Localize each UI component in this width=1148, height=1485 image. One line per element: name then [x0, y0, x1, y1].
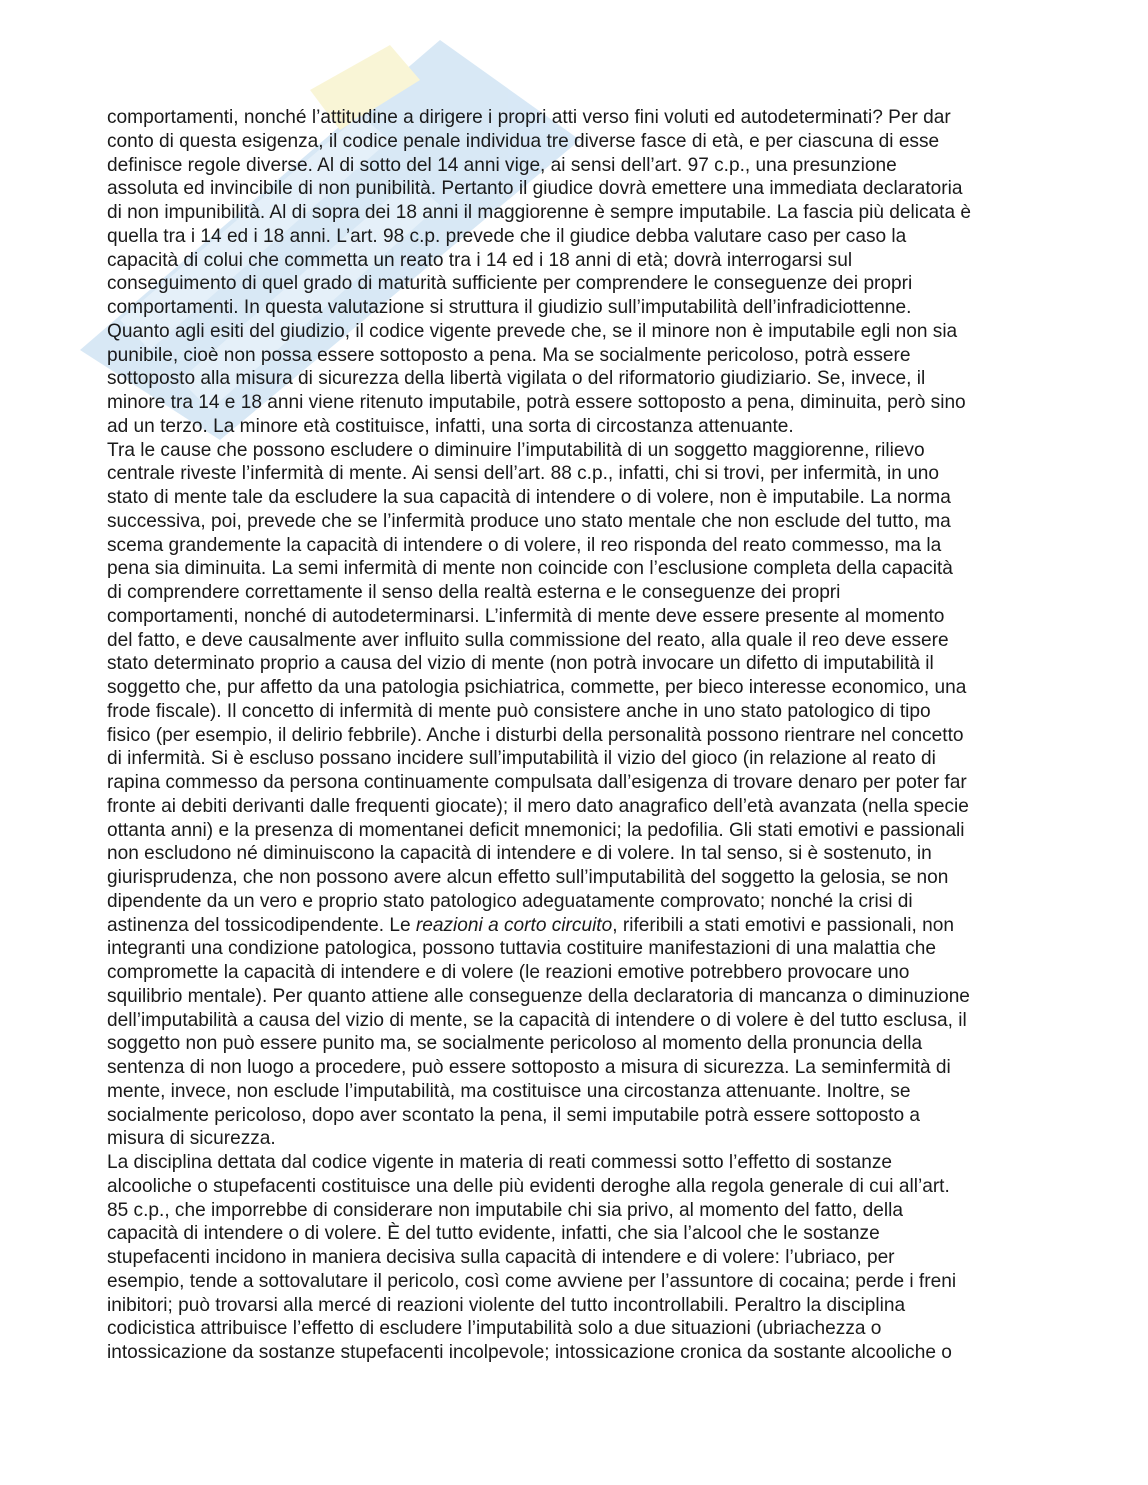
text-line-17: stato di mente tale da escludere la sua capacità di intendere o di volere, non è imputabile. La norma — [107, 487, 951, 508]
text-line-10: Quanto agli esiti del giudizio, il codice vigente prevede che, se il minore non è imputabile egli non sia — [107, 320, 958, 342]
text-line-49: stupefacenti incidono in maniera decisiva sulla capacità di intendere e di volere: l’ubriaco, per — [107, 1247, 895, 1268]
text-line-50: esempio, tende a sottovalutare il pericolo, così come avviene per l’assuntore di cocaina; perde i freni — [107, 1270, 957, 1292]
text-line-34: dipendente da un vero e proprio stato patologico adeguatamente comprovato; nonché la crisi di — [107, 890, 913, 912]
text-line-52: codicistica attribuisce l’effetto di escludere l’imputabilità solo a due situazioni (ubriachezza o — [107, 1318, 882, 1340]
text-line-21: di comprendere correttamente il senso della realtà esterna e le conseguenze dei propri — [107, 582, 841, 603]
text-line-38: squilibrio mentale). Per quanto attiene alle conseguenze della declaratoria di mancanza o diminuzione — [107, 985, 970, 1007]
text-line-51: inibitori; può trovarsi alla mercé di reazioni violente del tutto incontrollabili. Peraltro la disciplina — [107, 1294, 906, 1316]
text-line-29: rapina commesso da persona continuamente compulsata dall’esigenza di trovare denaro per poter far — [107, 772, 967, 793]
text-line-1: comportamenti, nonché l’attitudine a dirigere i propri atti verso fini voluti ed autodeterminati? Per dar — [107, 107, 951, 128]
text-line-7: capacità di colui che commetta un reato tra i 14 ed i 18 anni di età; dovrà interrogarsi sul — [107, 249, 853, 271]
text-line-27: fisico (per esempio, il delirio febbrile). Anche i disturbi della personalità possono rientrare nel concetto — [107, 724, 964, 746]
text-line-22: comportamenti, nonché di autodeterminarsi. L’infermità di mente deve essere presente al momento — [107, 605, 945, 627]
text-line-39: dell’imputabilità a causa del vizio di mente, se la capacità di intendere o di volere è del tutto esclusa, il — [107, 1009, 967, 1031]
document-page — [107, 106, 1047, 1365]
text-line-26: frode fiscale). Il concetto di infermità di mente può consistere anche in uno stato patologico di tipo — [107, 700, 931, 722]
text-line-35-end: , riferibili a stati emotivi e passionali, non — [612, 914, 954, 936]
text-line-14: ad un terzo. La minore età costituisce, infatti, una sorta di circostanza attenuante. — [107, 415, 794, 437]
text-line-16: centrale riveste l’infermità di mente. Ai sensi dell’art. 88 c.p., infatti, chi si trovi, per infermità, in uno — [107, 463, 939, 485]
text-line-48: capacità di intendere o di volere. È del tutto evidente, infatti, che sia l’alcool che le sostanze — [107, 1223, 880, 1245]
text-line-13: minore tra 14 e 18 anni viene ritenuto imputabile, potrà essere sottoposto a pena, diminuita, però sino — [107, 392, 966, 413]
text-line-46: alcooliche o stupefacenti costituisce una delle più evidenti deroghe alla regola generale di cui all’art. — [107, 1175, 950, 1197]
text-line-8: conseguimento di quel grado di maturità sufficiente per comprendere le conseguenze dei propri — [107, 273, 913, 295]
text-line-2: conto di questa esigenza, il codice penale individua tre diverse fasce di età, e per ciascuna di esse — [107, 130, 940, 152]
text-line-25: soggetto che, pur affetto da una patologia psichiatrica, commette, per bieco interesse economico, una — [107, 677, 967, 698]
text-line-6: quella tra i 14 ed i 18 anni. L’art. 98 c.p. prevede che il giudice debba valutare caso per caso la — [107, 225, 907, 247]
text-line-5: di non impunibilità. Al di sopra dei 18 anni il maggiorenne è sempre imputabile. La fascia più delicata è — [107, 202, 971, 223]
text-line-23: del fatto, e deve causalmente aver influito sulla commissione del reato, alla quale il reo deve essere — [107, 629, 949, 651]
text-line-40: soggetto non può essere punito ma, se socialmente pericoloso al momento della pronuncia della — [107, 1033, 923, 1055]
text-line-44: misura di sicurezza. — [107, 1128, 276, 1150]
text-line-19: scema grandemente la capacità di intendere o di volere, il reo risponda del reato commesso, ma la — [107, 534, 942, 556]
text-line-32: non escludono né diminuiscono la capacità di intendere e di volere. In tal senso, si è sostenuto, in — [107, 843, 932, 865]
text-line-53: intossicazione da sostanze stupefacenti incolpevole; intossicazione cronica da sostante alcooliche o — [107, 1342, 952, 1363]
text-line-4: assoluta ed invincibile di non punibilità. Pertanto il giudice dovrà emettere una immediata declaratoria — [107, 178, 963, 200]
text-line-20: pena sia diminuita. La semi infermità di mente non coincide con l’esclusione completa della capacità — [107, 558, 953, 580]
text-line-24: stato determinato proprio a causa del vizio di mente (non potrà invocare un difetto di imputabilità il — [107, 653, 934, 675]
text-line-35-start: astinenza del tossicodipendente. Le — [107, 914, 416, 936]
text-line-3: definisce regole diverse. Al di sotto del 14 anni vige, ai sensi dell’art. 97 c.p., una presunzione — [107, 154, 897, 176]
text-line-15: Tra le cause che possono escludere o diminuire l’imputabilità di un soggetto maggiorenne, rilievo — [107, 439, 925, 461]
text-line-45: La disciplina dettata dal codice vigente in materia di reati commessi sotto l’effetto di sostanze — [107, 1152, 893, 1173]
text-line-31: ottanta anni) e la presenza di momentanei deficit mnemonici; la pedofilia. Gli stati emotivi e passionali — [107, 819, 965, 841]
text-line-47: 85 c.p., che imporrebbe di considerare non imputabile chi sia privo, al momento del fatto, della — [107, 1199, 904, 1221]
text-line-18: successiva, poi, prevede che se l’infermità produce uno stato mentale che non esclude del tutto, ma — [107, 510, 951, 532]
text-line-37: compromette la capacità di intendere e di volere (le reazioni emotive potrebbero provocare uno — [107, 962, 910, 983]
italic-term: reazioni a corto circuito — [415, 914, 613, 936]
text-line-35 — [107, 914, 1047, 938]
text-line-30: fronte ai debiti derivanti dalle frequenti giocate); il mero dato anagrafico dell’età avanzata (nella specie — [107, 795, 969, 817]
text-line-9: comportamenti. In questa valutazione si struttura il giudizio sull’imputabilità dell’infradiciottenne. — [107, 297, 912, 318]
text-line-12: sottoposto alla misura di sicurezza della libertà vigilata o del riformatorio giudiziario. Se, invece, il — [107, 368, 926, 390]
text-line-41: sentenza di non luogo a procedere, può essere sottoposto a misura di sicurezza. La seminfermità di — [107, 1057, 951, 1078]
text-line-28: di infermità. Si è escluso possano incidere sull’imputabilità il vizio del gioco (in relazione al reato di — [107, 748, 936, 770]
text-line-36: integranti una condizione patologica, possono tuttavia costituire manifestazioni di una malattia che — [107, 938, 936, 960]
text-line-11: punibile, cioè non possa essere sottoposto a pena. Ma se socialmente pericoloso, potrà essere — [107, 344, 911, 366]
text-line-42: mente, invece, non esclude l’imputabilità, ma costituisce una circostanza attenuante. Inoltre, se — [107, 1080, 911, 1102]
text-line-33: giurisprudenza, che non possono avere alcun effetto sull’imputabilità del soggetto la gelosia, se non — [107, 867, 949, 888]
text-line-43: socialmente pericoloso, dopo aver scontato la pena, il semi imputabile potrà essere sottoposto a — [107, 1104, 921, 1126]
